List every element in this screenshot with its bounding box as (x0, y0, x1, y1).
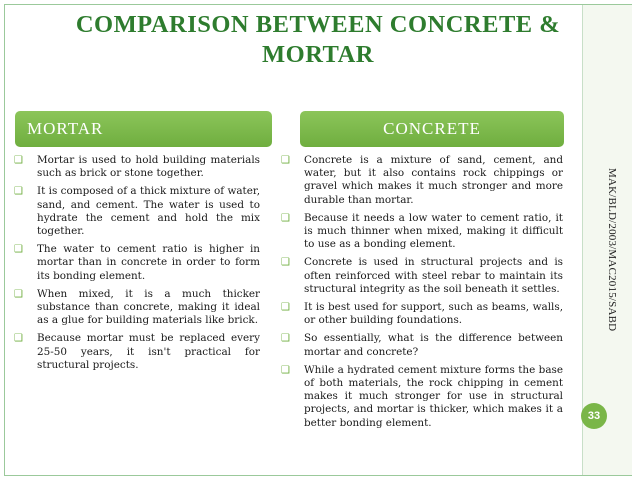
concrete-point: Concrete is used in structural projects and is often reinforced with steel rebar to maintain its structural integrity as the soil beneath it settles. (304, 256, 563, 295)
list-item (281, 154, 563, 207)
concrete-point: So essentially, what is the difference between mortar and concrete? (304, 332, 563, 358)
list-item (14, 185, 260, 238)
square-bullet-icon: ❑ (281, 257, 290, 269)
square-bullet-icon: ❑ (281, 333, 290, 345)
page-number-badge: 33 (581, 403, 607, 429)
mortar-point: Because mortar must be replaced every 25-50 years, it isn't practical for structural projects. (37, 332, 260, 371)
square-bullet-icon: ❑ (281, 364, 290, 376)
concrete-point: While a hydrated cement mixture forms the base of both materials, the rock chipping in cement makes it much stronger for use in structural projects, and mortar is thicker, which makes it a better bonding element. (304, 363, 563, 429)
mortar-column (14, 154, 260, 377)
concrete-point: Concrete is a mixture of sand, cement, and water, but it also contains rock chippings or gravel which makes it much stronger and more durable than mortar. (304, 154, 563, 206)
list-item (281, 212, 563, 252)
square-bullet-icon: ❑ (14, 244, 23, 256)
list-item (14, 154, 260, 180)
concrete-header: CONCRETE (300, 111, 564, 147)
square-bullet-icon: ❑ (14, 333, 23, 345)
mortar-point: When mixed, it is a much thicker substance than concrete, making it ideal as a glue for building materials like brick. (37, 287, 260, 327)
square-bullet-icon: ❑ (281, 302, 290, 314)
mortar-list (14, 154, 260, 372)
square-bullet-icon: ❑ (14, 186, 23, 198)
slide-title: COMPARISON BETWEEN CONCRETE & MORTAR (75, 11, 561, 68)
concrete-point: It is best used for support, such as beams, walls, or other building foundations. (304, 301, 563, 327)
list-item (14, 243, 260, 283)
concrete-point: Because it needs a low water to cement ratio, it is much thinner when mixed, making it difficult to use as a bonding element. (304, 211, 563, 251)
list-item (281, 364, 563, 430)
square-bullet-icon: ❑ (281, 155, 290, 166)
mortar-header: MORTAR (15, 111, 272, 147)
mortar-point: The water to cement ratio is higher in mortar than in concrete in order to form its bonding element. (37, 243, 260, 282)
side-label: MAK/BLD/2003/MAC2015/SABD (606, 168, 618, 332)
square-bullet-icon: ❑ (14, 288, 23, 300)
mortar-point: Mortar is used to hold building materials such as brick or stone together. (37, 154, 260, 180)
list-item (281, 256, 563, 296)
list-item (281, 332, 563, 358)
square-bullet-icon: ❑ (281, 212, 290, 224)
list-item (281, 301, 563, 327)
list-item (14, 288, 260, 328)
mortar-point: It is composed of a thick mixture of water, sand, and cement. The water is used to hydrate the cement and hold the mix together. (37, 185, 260, 238)
list-item (14, 332, 260, 372)
concrete-list (281, 154, 563, 430)
square-bullet-icon: ❑ (14, 155, 23, 166)
concrete-column (281, 154, 563, 435)
